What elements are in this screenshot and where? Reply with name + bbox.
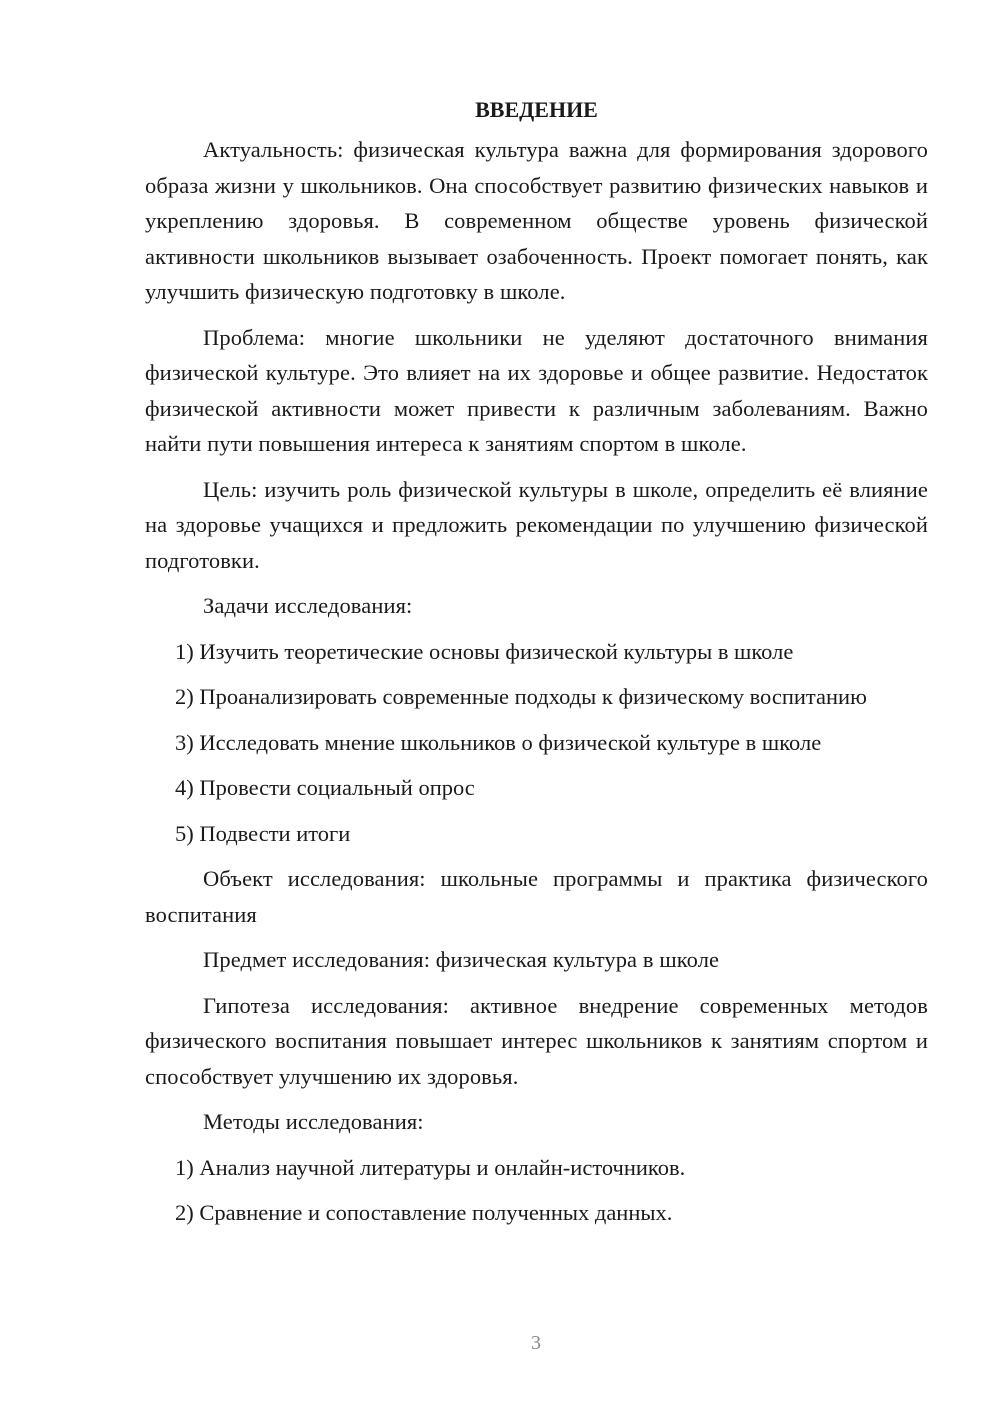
relevance-paragraph: Актуальность: физическая культура важна для формирования здорового образа жизни у школьников. Она способствует развитию физических навыков и укреплению здоровья. В современном обществе уровень физической активности школьников вызывает озабоченность. Проект помогает понять, как улучшить физическую подготовку в школе. xyxy=(145,137,928,304)
methods-title: Методы исследования: xyxy=(203,1109,424,1134)
task-item-2: 2) Проанализировать современные подходы к физическому воспитанию xyxy=(175,684,867,709)
task-item-5: 5) Подвести итоги xyxy=(175,820,351,846)
object-paragraph: Объект исследования: школьные программы и практика физического воспитания xyxy=(145,866,928,927)
page-title: ВВЕДЕНИЕ xyxy=(475,97,598,122)
task-item-1: 1) Изучить теоретические основы физической культуры в школе xyxy=(175,638,794,664)
hypothesis-paragraph: Гипотеза исследования: активное внедрение современных методов физического воспитания повышает интерес школьников к занятиям спортом и способствует улучшению их здоровья. xyxy=(145,992,928,1089)
task-item-4: 4) Провести социальный опрос xyxy=(175,775,475,800)
problem-paragraph: Проблема: многие школьники не уделяют достаточного внимания физической культуре. Это влияет на их здоровье и общее развитие. Недостаток физической активности может привести к различным заболеваниям. Важно найти пути повышения интереса к занятиям спортом в школе. xyxy=(145,324,928,456)
goal-paragraph: Цель: изучить роль физической культуры в школе, определить её влияние на здоровье учащихся и предложить рекомендации по улучшению физической подготовки. xyxy=(145,476,928,573)
method-item-1: 1) Анализ научной литературы и онлайн-источников. xyxy=(175,1154,686,1180)
page-number: 3 xyxy=(531,1332,541,1354)
task-item-3: 3) Исследовать мнение школьников о физической культуре в школе xyxy=(175,729,822,755)
method-item-2: 2) Сравнение и сопоставление полученных данных. xyxy=(175,1200,673,1225)
document-page xyxy=(145,92,928,1241)
tasks-title: Задачи исследования: xyxy=(203,593,413,618)
subject-paragraph: Предмет исследования: физическая культура в школе xyxy=(203,947,720,972)
